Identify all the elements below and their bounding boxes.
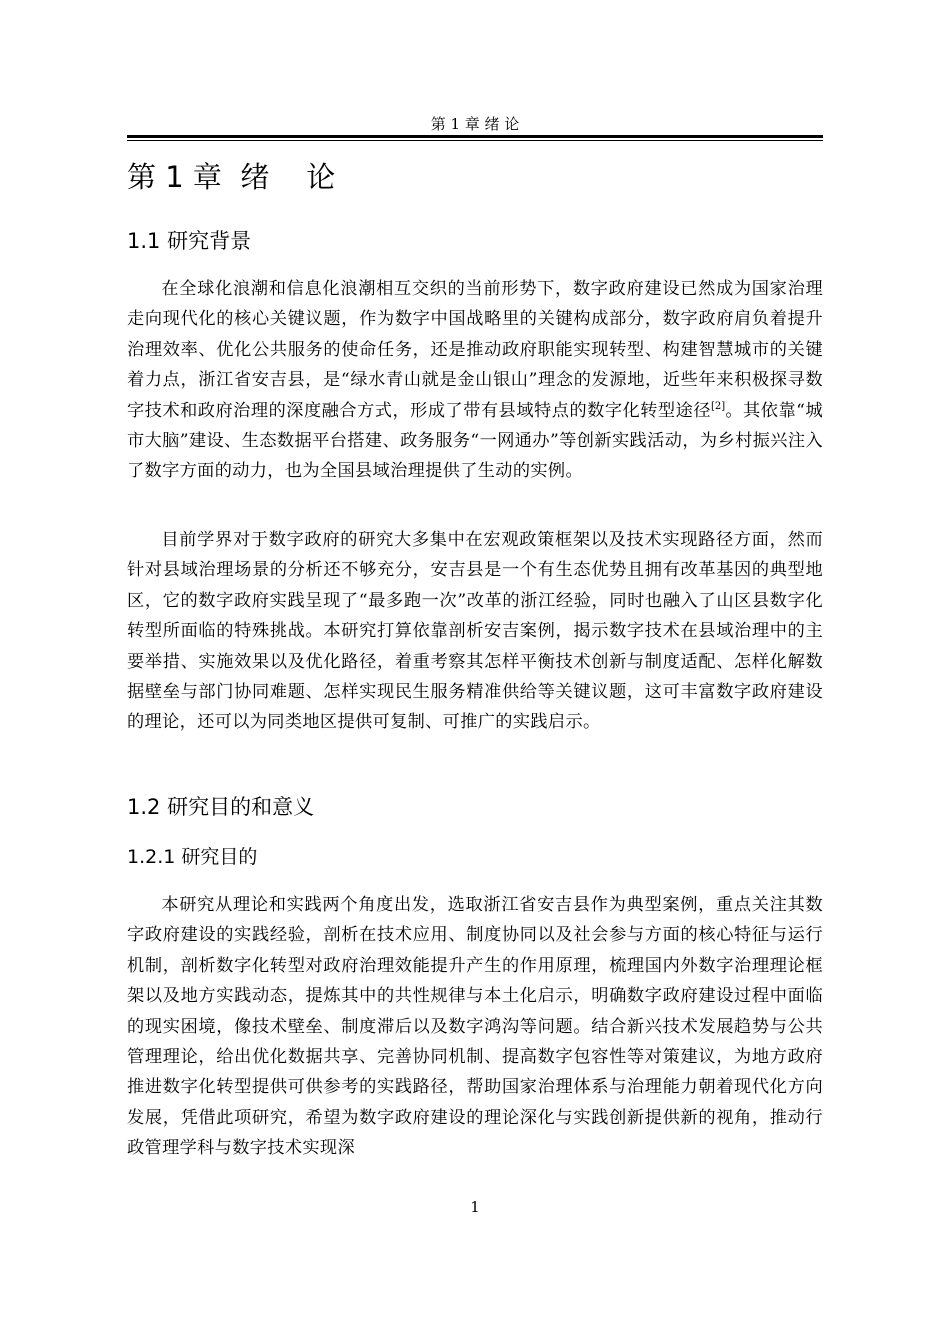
paragraph-purpose-1: 本研究从理论和实践两个角度出发，选取浙江省安吉县作为典型案例，重点关注其数字政府建设的实践经验，剖析在技术应用、制度协同以及社会参与方面的核心特征与运行机制，剖析数字化转型对政府治理效能提升产生的作用原理，梳理国内外数字治理理论框架以及地方实践动态，提炼其中的共性规律与本土化启示，明确数字政府建设过程中面临的现实困境，像技术壁垒、制度滞后以及数字鸿沟等问题。结合新兴技术发展趋势与公共管理理论，给出优化数据共享、完善协同机制、提高数字包容性等对策建议，为地方政府推进数字化转型提供可供参考的实践路径，帮助国家治理体系与治理能力朝着现代化方向发展，凭借此项研究，希望为数字政府建设的理论深化与实践创新提供新的视角，推动行政管理学科与数字技术实现深 (127, 895, 823, 1159)
paragraph-background-1 (127, 274, 823, 487)
paragraph-text: 。其依靠“城市大脑”建设、生态数据平台搭建、政务服务“一网通办”等创新实践活动，为乡村振兴注入了数字方面的动力，也为全国县域治理提供了生动的实例。 (127, 400, 823, 482)
header-rule-thick (127, 135, 823, 138)
header-rule-thin (127, 140, 823, 141)
page-number: 1 (470, 1198, 480, 1216)
paragraph-background-2: 目前学界对于数字政府的研究大多集中在宏观政策框架以及技术实现路径方面，然而针对县域治理场景的分析还不够充分，安吉县是一个有生态优势且拥有改革基因的典型地区，它的数字政府实践呈现了“最多跑一次”改革的浙江经验，同时也融入了山区县数字化转型所面临的特殊挑战。本研究打算依靠剖析安吉案例，揭示数字技术在县域治理中的主要举措、实施效果以及优化路径，着重考察其怎样平衡技术创新与制度适配、怎样化解数据壁垒与部门协同难题、怎样实现民生服务精准供给等关键议题，这可丰富数字政府建设的理论，还可以为同类地区提供可复制、可推广的实践启示。 (127, 530, 823, 733)
section-title-1-1: 1.1 研究背景 (127, 229, 252, 253)
running-header: 第 1 章 绪 论 (430, 115, 520, 133)
section-title-1-2: 1.2 研究目的和意义 (127, 795, 315, 819)
subsection-title-1-2-1: 1.2.1 研究目的 (127, 846, 258, 868)
chapter-title: 第 1 章 绪 论 (127, 160, 336, 194)
paragraph-text: 在全球化浪潮和信息化浪潮相互交织的当前形势下，数字政府建设已然成为国家治理走向现代化的核心关键议题，作为数字中国战略里的关键构成部分，数字政府肩负着提升治理效率、优化公共服务的使命任务，还是推动政府职能实现转型、构建智慧城市的关键着力点，浙江省安吉县，是“绿水青山就是金山银山”理念的发源地，近些年来积极探寻数字技术和政府治理的深度融合方式，形成了带有县域特点的数字化转型途径 (127, 279, 823, 421)
citation-ref: [2] (711, 400, 726, 412)
